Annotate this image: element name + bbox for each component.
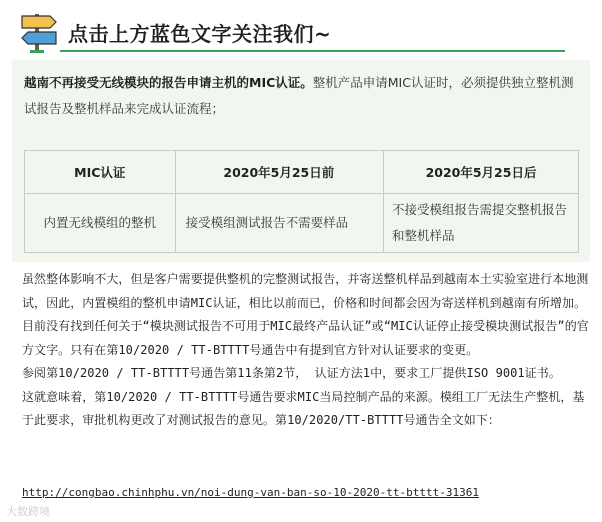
header-divider	[60, 50, 565, 52]
body-paragraph: 虽然整体影响不大，但是客户需要提供整机的完整测试报告，并寄送整机样品到越南本土实验室进行本地测试，因此，内置模组的整机申请MIC认证，相比以前而已，价格和时间都会因为寄送样机到越南有所增加。	[22, 272, 589, 310]
body-paragraph: 参阅第10/2020 / TT-BTTTT号通告第11条第2节， 认证方法1中，要求工厂提供ISO 9001证书。	[22, 366, 561, 380]
body-paragraph: 目前没有找到任何关于“模块测试报告不可用于MIC最终产品认证”或“MIC认证停止接受模块测试报告”的官方文字。只有在第10/2020 / TT-BTTTT号通告中有提到官方针对认证要求的变更。	[22, 319, 589, 357]
intro-bold: 越南不再接受无线模块的报告申请主机的MIC认证。	[24, 75, 313, 90]
table-cell: 内置无线模组的整机	[25, 194, 176, 253]
source-link[interactable]: http://congbao.chinhphu.vn/noi-dung-van-ban-so-10-2020-tt-btttt-31361	[22, 486, 479, 499]
intro-text: 整机产品申请MIC认证时，必须提供独立整机测试报告及整机样品来完成认证流程；	[24, 75, 574, 116]
header	[0, 0, 602, 62]
table-header: MIC认证	[25, 151, 176, 194]
article-body	[22, 268, 590, 433]
mic-comparison-table	[24, 150, 579, 253]
signpost-icon	[20, 10, 58, 54]
table-header: 2020年5月25日前	[175, 151, 383, 194]
intro-paragraph	[24, 70, 584, 122]
table-row	[25, 194, 579, 253]
table-header: 2020年5月25日后	[384, 151, 579, 194]
table-header-row	[25, 151, 579, 194]
table-cell: 接受模组测试报告不需要样品	[175, 194, 383, 253]
page-title: 点击上方蓝色文字关注我们~	[68, 22, 332, 46]
body-paragraph: 这就意味着，第10/2020 / TT-BTTTT号通告要求MIC当局控制产品的来源。模组工厂无法生产整机，基于此要求，审批机构更改了对测试报告的意见。第10/2020/TT-BTTTT号通告全文如下：	[22, 389, 585, 427]
table-cell: 不接受模组报告需提交整机报告和整机样品	[384, 194, 579, 253]
watermark: 大数跨境	[6, 505, 50, 518]
